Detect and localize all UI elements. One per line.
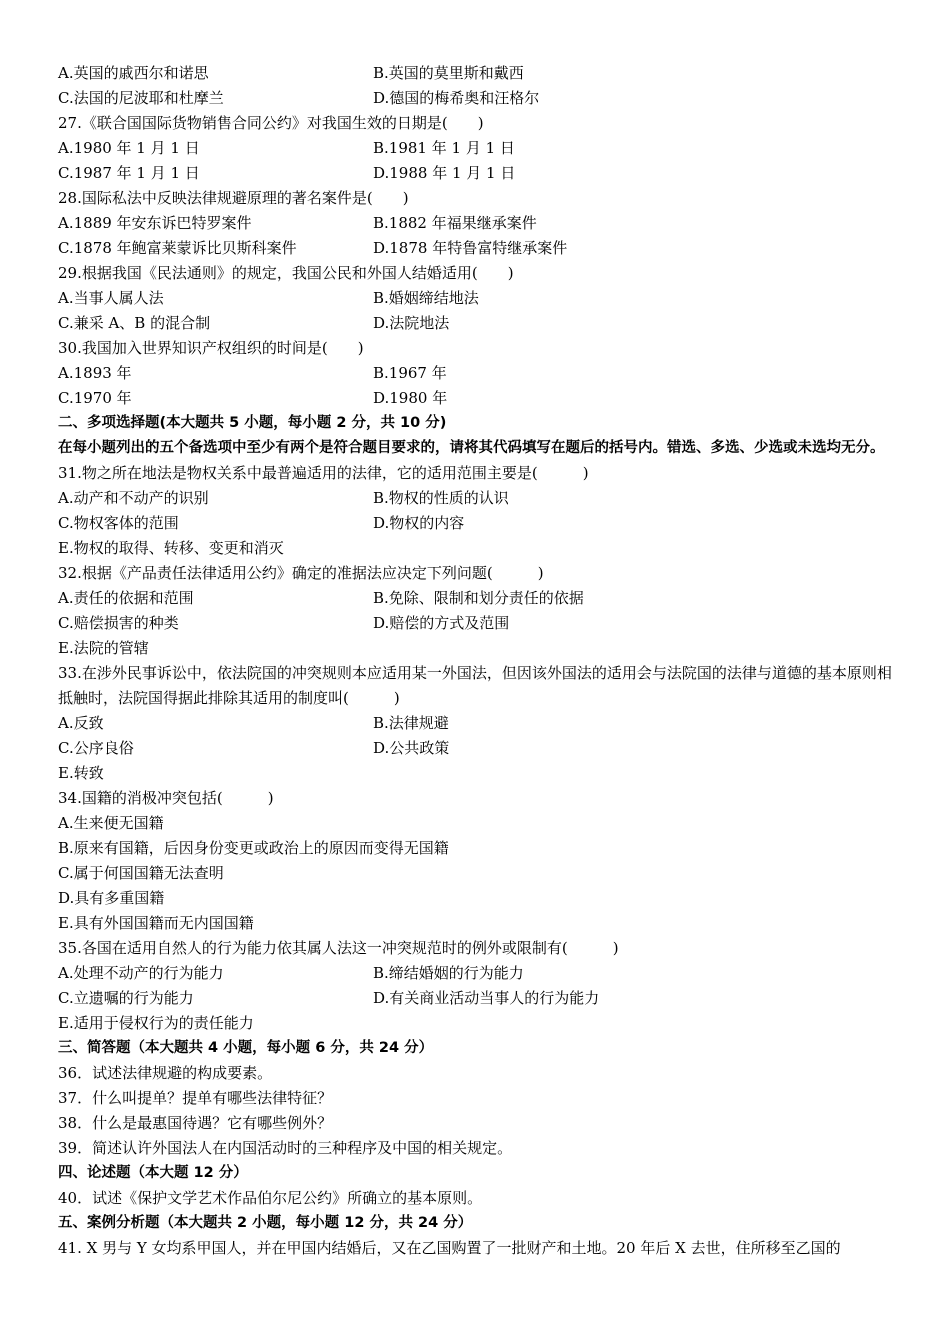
option: B.原来有国籍，后因身份变更或政治上的原因而变得无国籍	[58, 839, 449, 857]
option: B.1882 年福果继承案件	[373, 214, 537, 232]
option: A.1893 年	[58, 364, 132, 382]
option-row	[58, 236, 898, 261]
option: C.1970 年	[58, 389, 132, 407]
option-row	[58, 361, 898, 386]
option: D.1980 年	[373, 389, 448, 407]
option: A.责任的依据和范围	[58, 589, 194, 607]
question-36: 36．试述法律规避的构成要素。	[58, 1064, 273, 1082]
question-37: 37．什么叫提单？提单有哪些法律特征？	[58, 1089, 333, 1107]
question-28: 28.国际私法中反映法律规避原理的著名案件是( )	[58, 189, 409, 207]
option: A.英国的戚西尔和诺思	[58, 64, 209, 82]
option: E.具有外国国籍而无内国国籍	[58, 914, 254, 932]
option: C.法国的尼波耶和杜摩兰	[58, 89, 224, 107]
option: A.处理不动产的行为能力	[58, 964, 224, 982]
option: C.立遗嘱的行为能力	[58, 989, 194, 1007]
option-row	[58, 961, 898, 986]
question-38: 38．什么是最惠国待遇？它有哪些例外？	[58, 1114, 333, 1132]
option: D.物权的内容	[373, 514, 465, 532]
option: D.法院地法	[373, 314, 450, 332]
option: C.兼采 A、B 的混合制	[58, 314, 211, 332]
option: D.1988 年 1 月 1 日	[373, 164, 516, 182]
question-34: 34.国籍的消极冲突包括( )	[58, 789, 274, 807]
question-39: 39．简述认许外国法人在内国活动时的三种程序及中国的相关规定。	[58, 1139, 513, 1157]
option: A.生来便无国籍	[58, 814, 164, 832]
option-row	[58, 986, 898, 1011]
option: C.1878 年鲍富莱蒙诉比贝斯科案件	[58, 239, 297, 257]
option: E.物权的取得、转移、变更和消灭	[58, 539, 284, 557]
option-row	[58, 161, 898, 186]
option-row	[58, 711, 898, 736]
option: E.转致	[58, 764, 104, 782]
option: E.适用于侵权行为的责任能力	[58, 1014, 254, 1032]
option-row	[58, 611, 898, 636]
option: B.物权的性质的认识	[373, 489, 509, 507]
question-33: 33.在涉外民事诉讼中，依法院国的冲突规则本应适用某一外国法，但因该外国法的适用会与法院国的法律与道德的基本原则相抵触时，法院国得据此排除其适用的制度叫( )	[58, 664, 892, 707]
option: C.公序良俗	[58, 739, 134, 757]
option: D.有关商业活动当事人的行为能力	[373, 989, 600, 1007]
option: A.1980 年 1 月 1 日	[58, 139, 200, 157]
option-row	[58, 736, 898, 761]
question-35: 35.各国在适用自然人的行为能力依其属人法这一冲突规范时的例外或限制有( )	[58, 939, 619, 957]
option: A.1889 年安东诉巴特罗案件	[58, 214, 252, 232]
section-heading-2: 二、多项选择题(本大题共 5 小题，每小题 2 分，共 10 分)	[58, 415, 447, 431]
option-row	[58, 486, 898, 511]
question-30: 30.我国加入世界知识产权组织的时间是( )	[58, 339, 364, 357]
option: E.法院的管辖	[58, 639, 149, 657]
option: D.公共政策	[373, 739, 450, 757]
option: C.赔偿损害的种类	[58, 614, 179, 632]
option: C.物权客体的范围	[58, 514, 179, 532]
option-row	[58, 511, 898, 536]
question-29: 29.根据我国《民法通则》的规定，我国公民和外国人结婚适用( )	[58, 264, 514, 282]
option: A.动产和不动产的识别	[58, 489, 209, 507]
option: B.婚姻缔结地法	[373, 289, 479, 307]
option-row	[58, 311, 898, 336]
option-row	[58, 136, 898, 161]
option-row	[58, 86, 898, 111]
question-32: 32.根据《产品责任法律适用公约》确定的准据法应决定下列问题( )	[58, 564, 544, 582]
option: D.具有多重国籍	[58, 889, 165, 907]
option-row	[58, 61, 898, 86]
option: A.反致	[58, 714, 104, 732]
option: A.当事人属人法	[58, 289, 164, 307]
option: B.英国的莫里斯和戴西	[373, 64, 524, 82]
option: B.免除、限制和划分责任的依据	[373, 589, 584, 607]
option: B.1967 年	[373, 364, 447, 382]
section-heading-3: 三、简答题（本大题共 4 小题，每小题 6 分，共 24 分）	[58, 1040, 434, 1056]
option: D.赔偿的方式及范围	[373, 614, 510, 632]
option: B.1981 年 1 月 1 日	[373, 139, 515, 157]
section-2-instructions: 在每小题列出的五个备选项中至少有两个是符合题目要求的，请将其代码填写在题后的括号内。错选、多选、少选或未选均无分。	[58, 440, 885, 456]
option: B.法律规避	[373, 714, 449, 732]
question-31: 31.物之所在地法是物权关系中最普遍适用的法律，它的适用范围主要是( )	[58, 464, 589, 482]
section-heading-5: 五、案例分析题（本大题共 2 小题，每小题 12 分，共 24 分）	[58, 1215, 473, 1231]
question-41: 41. X 男与 Y 女均系甲国人，并在甲国内结婚后，又在乙国购置了一批财产和土地。20 年后 X 去世，住所移至乙国的	[58, 1239, 841, 1257]
option: C.1987 年 1 月 1 日	[58, 164, 200, 182]
question-27: 27.《联合国国际货物销售合同公约》对我国生效的日期是( )	[58, 114, 484, 132]
option-row	[58, 211, 898, 236]
option-row	[58, 286, 898, 311]
section-heading-4: 四、论述题（本大题 12 分）	[58, 1165, 248, 1181]
option: D.1878 年特鲁富特继承案件	[373, 239, 568, 257]
exam-page	[58, 61, 898, 1261]
option: C.属于何国国籍无法查明	[58, 864, 224, 882]
option: B.缔结婚姻的行为能力	[373, 964, 524, 982]
question-40: 40．试述《保护文学艺术作品伯尔尼公约》所确立的基本原则。	[58, 1189, 483, 1207]
option-row	[58, 386, 898, 411]
option-row	[58, 586, 898, 611]
option: D.德国的梅希奥和汪格尔	[373, 89, 540, 107]
